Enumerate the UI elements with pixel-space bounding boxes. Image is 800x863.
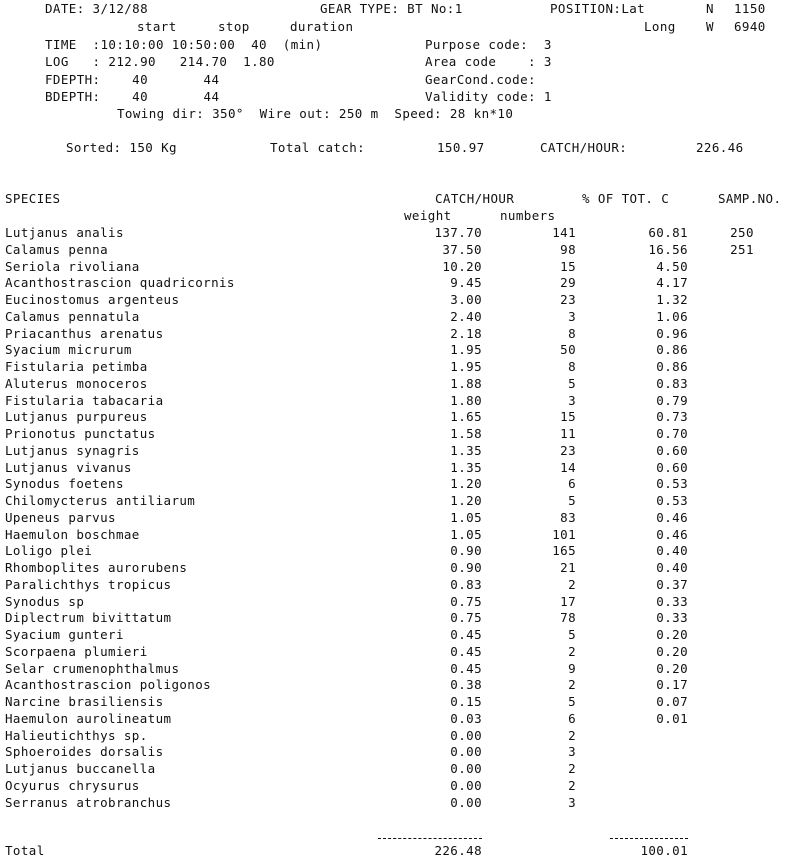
- weight-value: 10.20: [442, 259, 482, 274]
- purpose-code: Purpose code: 3: [425, 37, 552, 52]
- time-line: TIME :10:10:00 10:50:00 40 (min): [45, 37, 323, 52]
- total-weight: 226.48: [434, 843, 482, 858]
- weight-value: 1.05: [450, 510, 482, 525]
- long-value: 6940: [734, 19, 766, 34]
- long-label: Long: [644, 19, 676, 34]
- pct-value: 0.60: [656, 443, 688, 458]
- total-catch-value: 150.97: [437, 140, 485, 155]
- species-name: Haemulon aurolineatum: [5, 711, 172, 726]
- species-name: Ocyurus chrysurus: [5, 778, 140, 793]
- samp-value: 250: [730, 225, 754, 240]
- weight-value: 1.35: [450, 460, 482, 475]
- numbers-value: 141: [552, 225, 576, 240]
- pct-value: 0.96: [656, 326, 688, 341]
- pct-value: 0.86: [656, 359, 688, 374]
- numbers-value: 5: [568, 694, 576, 709]
- pct-value: 0.40: [656, 560, 688, 575]
- pct-value: 4.50: [656, 259, 688, 274]
- species-name: Acanthostrascion poligonos: [5, 677, 212, 692]
- numbers-value: 2: [568, 644, 576, 659]
- species-name: Lutjanus analis: [5, 225, 124, 240]
- lat-value: 1150: [734, 1, 766, 16]
- weight-value: 0.00: [450, 728, 482, 743]
- date-label: DATE: 3/12/88: [45, 1, 149, 16]
- log-line: LOG : 212.90 214.70 1.80: [45, 54, 275, 69]
- numbers-value: 23: [560, 292, 576, 307]
- species-name: Halieutichthys sp.: [5, 728, 148, 743]
- numbers-value: 5: [568, 627, 576, 642]
- area-code: Area code : 3: [425, 54, 552, 69]
- weight-value: 1.58: [450, 426, 482, 441]
- species-name: Fistularia tabacaria: [5, 393, 164, 408]
- weight-value: 1.20: [450, 476, 482, 491]
- species-name: Synodus sp: [5, 594, 85, 609]
- pct-value: 0.07: [656, 694, 688, 709]
- numbers-value: 21: [560, 560, 576, 575]
- col-stop-label: stop: [218, 19, 250, 34]
- species-name: Calamus penna: [5, 242, 109, 257]
- pct-value: 1.32: [656, 292, 688, 307]
- total-pct: 100.01: [640, 843, 688, 858]
- bdepth-line: BDEPTH: 40 44: [45, 89, 220, 104]
- pct-value: 0.17: [656, 677, 688, 692]
- numbers-value: 2: [568, 778, 576, 793]
- pct-value: 1.06: [656, 309, 688, 324]
- species-name: Syacium gunteri: [5, 627, 124, 642]
- weight-value: 2.40: [450, 309, 482, 324]
- total-weight-rule: [378, 838, 482, 839]
- pct-value: 0.01: [656, 711, 688, 726]
- numbers-value: 29: [560, 275, 576, 290]
- numbers-value: 5: [568, 376, 576, 391]
- pct-value: 0.79: [656, 393, 688, 408]
- numbers-value: 3: [568, 795, 576, 810]
- weight-value: 37.50: [442, 242, 482, 257]
- species-name: Priacanthus arenatus: [5, 326, 164, 341]
- gearcond-code: GearCond.code:: [425, 72, 536, 87]
- col-catch-hour-header: CATCH/HOUR: [435, 191, 515, 206]
- species-name: Acanthostrascion quadricornis: [5, 275, 235, 290]
- weight-value: 0.45: [450, 627, 482, 642]
- pct-value: 0.33: [656, 594, 688, 609]
- species-name: Rhomboplites aurorubens: [5, 560, 188, 575]
- total-label: Total: [5, 843, 45, 858]
- weight-value: 0.83: [450, 577, 482, 592]
- fdepth-line: FDEPTH: 40 44: [45, 72, 220, 87]
- numbers-value: 8: [568, 326, 576, 341]
- position-label: POSITION:Lat: [550, 1, 646, 16]
- numbers-value: 15: [560, 259, 576, 274]
- species-name: Sphoeroides dorsalis: [5, 744, 164, 759]
- pct-value: 0.70: [656, 426, 688, 441]
- numbers-value: 2: [568, 677, 576, 692]
- numbers-value: 15: [560, 409, 576, 424]
- pct-value: 0.53: [656, 476, 688, 491]
- weight-value: 0.03: [450, 711, 482, 726]
- weight-value: 0.45: [450, 661, 482, 676]
- numbers-value: 8: [568, 359, 576, 374]
- total-catch-label: Total catch:: [270, 140, 366, 155]
- numbers-value: 2: [568, 728, 576, 743]
- pct-value: 0.20: [656, 661, 688, 676]
- col-duration-label: duration: [290, 19, 354, 34]
- weight-value: 1.65: [450, 409, 482, 424]
- pct-value: 0.33: [656, 610, 688, 625]
- numbers-value: 165: [552, 543, 576, 558]
- species-name: Lutjanus buccanella: [5, 761, 156, 776]
- numbers-value: 2: [568, 577, 576, 592]
- numbers-value: 78: [560, 610, 576, 625]
- sorted-weight: Sorted: 150 Kg: [66, 140, 177, 155]
- species-name: Upeneus parvus: [5, 510, 116, 525]
- species-name: Lutjanus purpureus: [5, 409, 148, 424]
- validity-code: Validity code: 1: [425, 89, 552, 104]
- col-species-header: SPECIES: [5, 191, 61, 206]
- numbers-value: 98: [560, 242, 576, 257]
- weight-value: 0.00: [450, 795, 482, 810]
- numbers-value: 2: [568, 761, 576, 776]
- pct-value: 16.56: [648, 242, 688, 257]
- weight-value: 3.00: [450, 292, 482, 307]
- pct-value: 0.37: [656, 577, 688, 592]
- pct-value: 0.83: [656, 376, 688, 391]
- pct-value: 60.81: [648, 225, 688, 240]
- numbers-value: 14: [560, 460, 576, 475]
- long-hemisphere: W: [706, 19, 714, 34]
- numbers-value: 11: [560, 426, 576, 441]
- species-name: Scorpaena plumieri: [5, 644, 148, 659]
- species-name: Loligo plei: [5, 543, 93, 558]
- weight-value: 0.45: [450, 644, 482, 659]
- species-name: Aluterus monoceros: [5, 376, 148, 391]
- weight-value: 1.80: [450, 393, 482, 408]
- weight-value: 1.05: [450, 527, 482, 542]
- weight-value: 0.38: [450, 677, 482, 692]
- weight-value: 0.15: [450, 694, 482, 709]
- pct-value: 0.46: [656, 510, 688, 525]
- numbers-value: 6: [568, 476, 576, 491]
- weight-value: 0.00: [450, 761, 482, 776]
- pct-value: 4.17: [656, 275, 688, 290]
- weight-value: 137.70: [434, 225, 482, 240]
- numbers-value: 9: [568, 661, 576, 676]
- weight-value: 0.75: [450, 594, 482, 609]
- species-name: Lutjanus synagris: [5, 443, 140, 458]
- sub-numbers-header: numbers: [500, 208, 556, 223]
- towing-line: Towing dir: 350° Wire out: 250 m Speed: 28 kn*10: [117, 106, 514, 121]
- weight-value: 1.95: [450, 342, 482, 357]
- species-name: Chilomycterus antiliarum: [5, 493, 196, 508]
- weight-value: 0.90: [450, 543, 482, 558]
- species-name: Synodus foetens: [5, 476, 124, 491]
- species-name: Calamus pennatula: [5, 309, 140, 324]
- sub-weight-header: weight: [404, 208, 452, 223]
- weight-value: 1.35: [450, 443, 482, 458]
- weight-value: 1.88: [450, 376, 482, 391]
- pct-value: 0.53: [656, 493, 688, 508]
- col-pct-header: % OF TOT. C: [582, 191, 670, 206]
- species-name: Prionotus punctatus: [5, 426, 156, 441]
- numbers-value: 23: [560, 443, 576, 458]
- total-pct-rule: [610, 838, 688, 839]
- numbers-value: 101: [552, 527, 576, 542]
- species-name: Narcine brasiliensis: [5, 694, 164, 709]
- numbers-value: 6: [568, 711, 576, 726]
- weight-value: 0.00: [450, 778, 482, 793]
- species-name: Eucinostomus argenteus: [5, 292, 180, 307]
- pct-value: 0.20: [656, 627, 688, 642]
- lat-hemisphere: N: [706, 1, 714, 16]
- weight-value: 1.95: [450, 359, 482, 374]
- gear-type-label: GEAR TYPE: BT No:1: [320, 1, 463, 16]
- weight-value: 9.45: [450, 275, 482, 290]
- weight-value: 1.20: [450, 493, 482, 508]
- weight-value: 0.00: [450, 744, 482, 759]
- numbers-value: 5: [568, 493, 576, 508]
- species-name: Haemulon boschmae: [5, 527, 140, 542]
- col-samp-header: SAMP.NO.: [718, 191, 782, 206]
- numbers-value: 3: [568, 744, 576, 759]
- pct-value: 0.60: [656, 460, 688, 475]
- catch-hour-label: CATCH/HOUR:: [540, 140, 628, 155]
- numbers-value: 50: [560, 342, 576, 357]
- pct-value: 0.86: [656, 342, 688, 357]
- pct-value: 0.73: [656, 409, 688, 424]
- numbers-value: 83: [560, 510, 576, 525]
- pct-value: 0.46: [656, 527, 688, 542]
- species-name: Serranus atrobranchus: [5, 795, 172, 810]
- pct-value: 0.20: [656, 644, 688, 659]
- numbers-value: 3: [568, 393, 576, 408]
- species-name: Paralichthys tropicus: [5, 577, 172, 592]
- numbers-value: 17: [560, 594, 576, 609]
- weight-value: 0.75: [450, 610, 482, 625]
- pct-value: 0.40: [656, 543, 688, 558]
- numbers-value: 3: [568, 309, 576, 324]
- species-name: Syacium micrurum: [5, 342, 132, 357]
- col-start-label: start: [137, 19, 177, 34]
- samp-value: 251: [730, 242, 754, 257]
- species-name: Diplectrum bivittatum: [5, 610, 172, 625]
- species-name: Fistularia petimba: [5, 359, 148, 374]
- species-name: Selar crumenophthalmus: [5, 661, 180, 676]
- weight-value: 0.90: [450, 560, 482, 575]
- species-name: Lutjanus vivanus: [5, 460, 132, 475]
- catch-hour-value: 226.46: [696, 140, 744, 155]
- species-name: Seriola rivoliana: [5, 259, 140, 274]
- weight-value: 2.18: [450, 326, 482, 341]
